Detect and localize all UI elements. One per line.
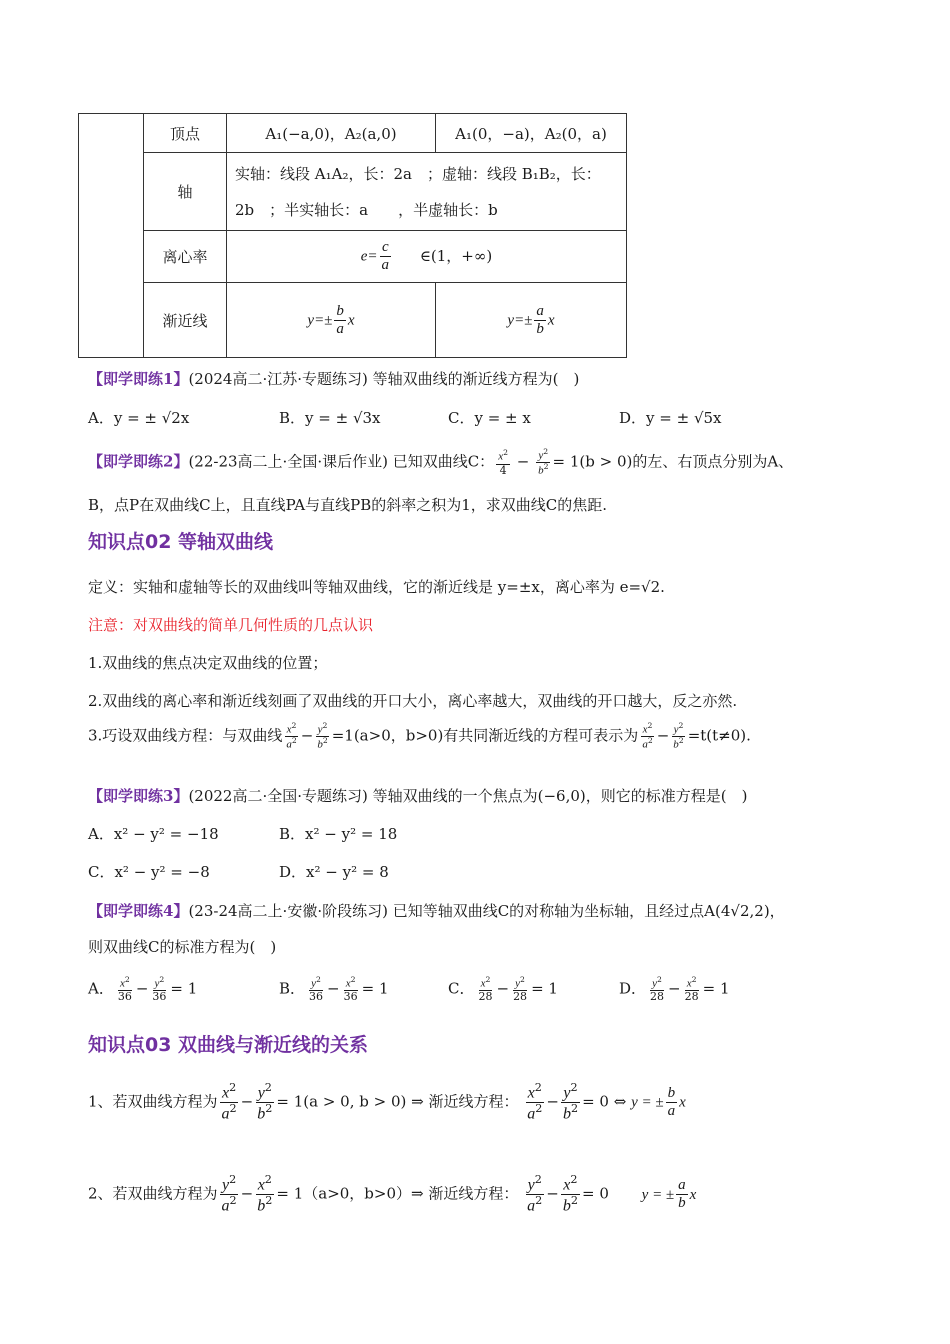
ex4-option-c-label: C． bbox=[448, 979, 475, 998]
k3-rule-2-a: 2、若双曲线方程为 bbox=[88, 1184, 218, 1203]
k3-rule-2-d: y = ± bbox=[641, 1186, 675, 1203]
k2-point-3-a: 3.巧设双曲线方程：与双曲线 bbox=[88, 726, 283, 745]
ex4-option-d-eq: = 1 bbox=[702, 979, 730, 998]
asym-right bbox=[436, 283, 627, 358]
asym-left-suffix: x bbox=[347, 312, 355, 328]
ex3-option-b: B．x² − y² = 18 bbox=[279, 825, 398, 843]
exercise-3 bbox=[88, 785, 747, 806]
ex4-option-a-eq: = 1 bbox=[170, 979, 198, 998]
ex4-option-c: C． $\frac{x^2}{28}$ − $\frac{y^2}{28}$ = 1 bbox=[448, 975, 558, 1004]
asym-left-prefix: y=± bbox=[307, 312, 333, 328]
k3-rule-2: 2、若双曲线方程为 $\frac{y^2}{a^2}$ − $\frac{x^2}{b^2}$ = 1（a>0，b>0）⇒ 渐近线方程： $\frac{y^2}{a^2}$ − $\frac{x^2}{b^2}$ = 0 y = ± $\frac{a}{b}$ x bbox=[88, 1173, 697, 1215]
k3-rule-2-b: = 1（a>0，b>0）⇒ 渐近线方程： bbox=[276, 1184, 519, 1203]
exercise-4-text: (23-24高二上·安徽·阶段练习) 已知等轴双曲线C的对称轴为坐标轴，且经过点A(4√2,2)， bbox=[188, 902, 785, 920]
exercise-3-text: (2022高二·全国·专题练习) 等轴双曲线的一个焦点为(−6,0)，则它的标准方程是( ) bbox=[188, 787, 748, 805]
ex1-option-d: D．y = ± √5x bbox=[619, 409, 722, 427]
k3-rule-1-c: = 0 ⇔ bbox=[582, 1092, 627, 1111]
exercise-2-tag: 【即学即练2】 bbox=[88, 452, 189, 471]
exercise-2: 【即学即练2】(22-23高二上·全国·课后作业) 已知双曲线C： $\frac{x^2}{4}$ − $\frac{y^2}{b^2}$ = 1(b > 0)的左、右顶点分别为A、 bbox=[88, 447, 794, 477]
exercise-1-tag: 【即学即练1】 bbox=[88, 370, 189, 388]
exercise-4-text2: 则双曲线C的标准方程为( ) bbox=[88, 938, 277, 956]
k2-point-2: 2.双曲线的离心率和渐近线刻画了双曲线的开口大小，离心率越大，双曲线的开口越大，反之亦然. bbox=[88, 692, 738, 710]
ecc-den: a bbox=[381, 257, 390, 273]
ex3-option-d: D．x² − y² = 8 bbox=[279, 863, 389, 881]
vertex-right: A₁(0，−a)，A₂(0，a) bbox=[436, 114, 627, 153]
ex4-option-c-eq: = 1 bbox=[531, 979, 558, 998]
section-title-03: 知识点03 双曲线与渐近线的关系 bbox=[88, 1034, 369, 1056]
ecc-prefix: e= bbox=[360, 248, 378, 265]
ecc-num: c bbox=[381, 239, 389, 256]
exercise-2-text-a: (22-23高二上·全国·课后作业) 已知双曲线C： bbox=[188, 452, 495, 471]
ex3-option-a: A．x² − y² = −18 bbox=[88, 825, 219, 843]
asym-left bbox=[227, 283, 436, 358]
ex4-option-a-label: A． bbox=[88, 979, 114, 998]
asym-right-num: a bbox=[536, 302, 544, 319]
k3-rule-1-a: 1、若双曲线方程为 bbox=[88, 1092, 218, 1111]
exercise-3-tag: 【即学即练3】 bbox=[88, 787, 189, 805]
ex1-option-a: A．y = ± √2x bbox=[88, 409, 190, 427]
exercise-4 bbox=[88, 900, 785, 921]
exercise-4-tag: 【即学即练4】 bbox=[88, 902, 189, 920]
ex3-option-c: C．x² − y² = −8 bbox=[88, 863, 210, 881]
vertex-label: 顶点 bbox=[144, 114, 227, 153]
ex4-option-b-eq: = 1 bbox=[361, 979, 389, 998]
table-left-cell bbox=[79, 114, 144, 358]
properties-table bbox=[78, 113, 627, 358]
asym-right-suffix: x bbox=[547, 312, 555, 328]
section-title-02: 知识点02 等轴双曲线 bbox=[88, 531, 274, 553]
asym-right-prefix: y=± bbox=[507, 312, 533, 328]
ex1-option-b: B．y = ± √3x bbox=[279, 409, 381, 427]
exercise-1-text: (2024高二·江苏·专题练习) 等轴双曲线的渐近线方程为( ) bbox=[188, 370, 580, 388]
k2-point-3-b: =1(a>0，b>0)有共同渐近线的方程可表示为 bbox=[331, 726, 639, 745]
vertex-left: A₁(−a,0)，A₂(a,0) bbox=[227, 114, 436, 153]
ex4-option-b: B． $\frac{y^2}{36}$ − $\frac{x^2}{36}$ = 1 bbox=[279, 975, 389, 1004]
asym-left-num: b bbox=[336, 302, 344, 319]
axis-line1: 实轴：线段 A₁A₂，长：2a ；虚轴：线段 B₁B₂，长： bbox=[235, 164, 601, 183]
k2-point-1: 1.双曲线的焦点决定双曲线的位置； bbox=[88, 654, 328, 672]
ex1-option-c: C．y = ± x bbox=[448, 409, 531, 427]
k2-note: 注意：对双曲线的简单几何性质的几点认识 bbox=[88, 616, 374, 634]
k3-rule-1: 1、若双曲线方程为 $\frac{x^2}{a^2}$ − $\frac{y^2}{b^2}$ = 1(a > 0, b > 0) ⇒ 渐近线方程： $\frac{x^2}{a^2}$ − $\frac{y^2}{b^2}$ = 0 ⇔ y = ± $\frac{b}{a}$ x bbox=[88, 1081, 686, 1123]
k3-rule-2-c: = 0 bbox=[581, 1184, 609, 1203]
asym-left-den: a bbox=[336, 320, 344, 337]
exercise-1 bbox=[88, 368, 579, 389]
ex4-option-a: A． $\frac{x^2}{36}$ − $\frac{y^2}{36}$ = 1 bbox=[88, 975, 198, 1004]
ex4-option-d-label: D． bbox=[619, 979, 647, 998]
axis-cell bbox=[227, 153, 627, 231]
asym-label: 渐近线 bbox=[144, 283, 227, 358]
ecc-label: 离心率 bbox=[144, 231, 227, 283]
ecc-suffix: ∈(1，+∞) bbox=[419, 246, 493, 265]
axis-line2: 2b ；半实轴长：a ，半虚轴长：b bbox=[235, 200, 498, 219]
ecc-cell bbox=[227, 231, 627, 283]
k3-rule-1-d: y = ± bbox=[631, 1094, 664, 1111]
exercise-2-text-b: = 1(b > 0)的左、右顶点分别为A、 bbox=[552, 452, 794, 471]
k3-rule-1-b: = 1(a > 0, b > 0) ⇒ 渐近线方程： bbox=[276, 1092, 519, 1111]
axis-label: 轴 bbox=[144, 153, 227, 231]
asym-right-den: b bbox=[536, 320, 544, 337]
exercise-2-line2: B，点P在双曲线C上，且直线PA与直线PB的斜率之积为1，求双曲线C的焦距. bbox=[88, 496, 608, 514]
k2-point-3-c: =t(t≠0). bbox=[687, 726, 751, 745]
ex4-option-d: D． $\frac{y^2}{28}$ − $\frac{x^2}{28}$ = 1 bbox=[619, 975, 730, 1004]
k2-point-3: 3.巧设双曲线方程：与双曲线 $\frac{x^2}{a^2}$ − $\frac{y^2}{b^2}$ =1(a>0，b>0)有共同渐近线的方程可表示为 $\frac{x^2}{a^2}$ − $\frac{y^2}{b^2}$ =t(t≠0). bbox=[88, 721, 751, 751]
k2-definition: 定义：实轴和虚轴等长的双曲线叫等轴双曲线，它的渐近线是 y=±x，离心率为 e=√2. bbox=[88, 578, 665, 596]
ex4-option-b-label: B． bbox=[279, 979, 306, 998]
